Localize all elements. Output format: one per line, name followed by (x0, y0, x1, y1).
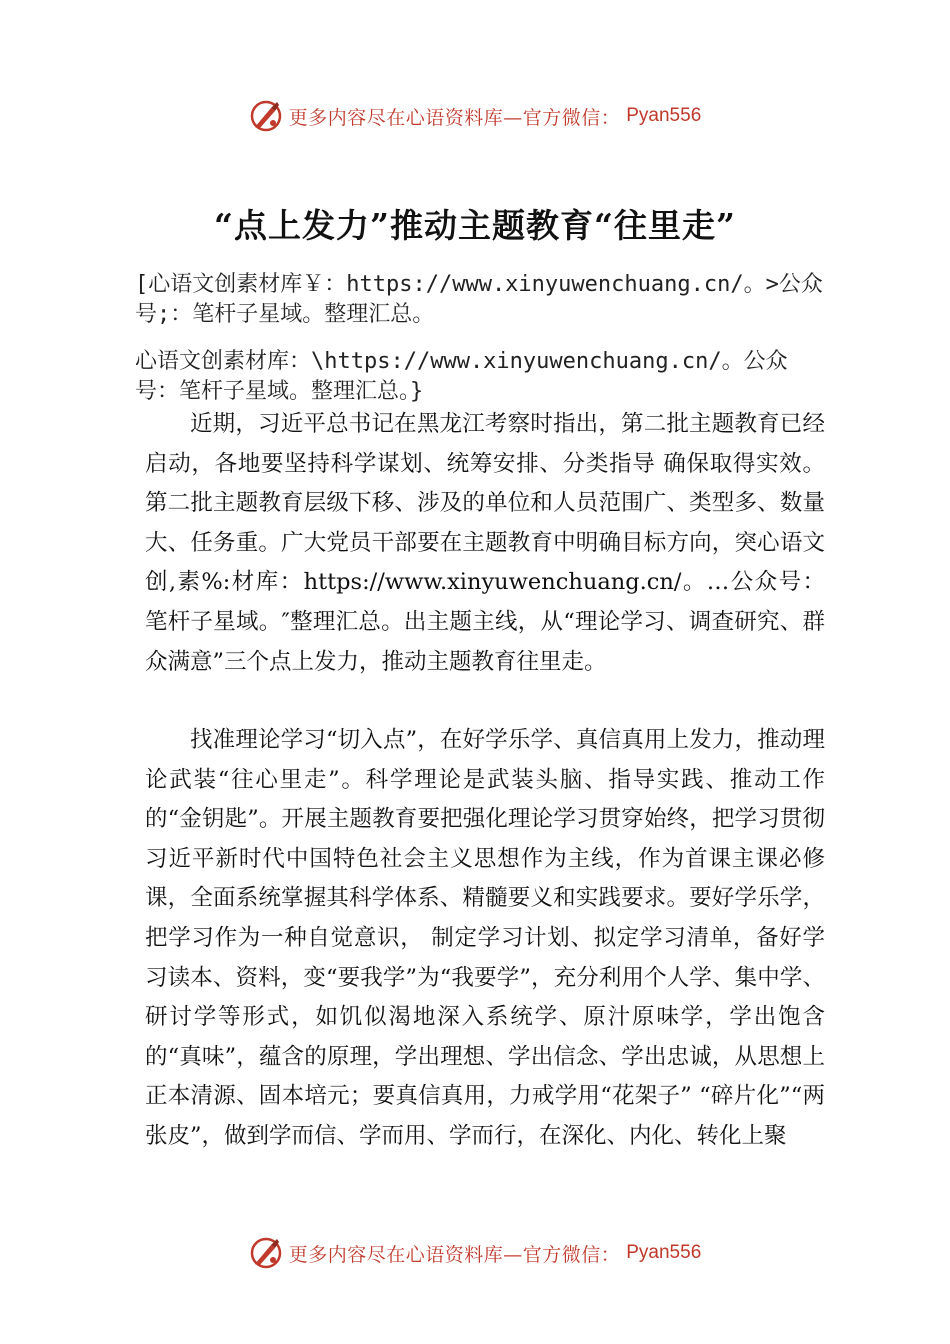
document-title: “点上发力”推动主题教育“往里走” (214, 206, 736, 245)
body-paragraph: 找准理论学习“切入点”，在好学乐学、真信真用上发力，推动理论武装“往心里走”。科学理论是武装头脑、指导实践、推动工作的“金钥匙”。开展主题教育要把强化理论学习贯穿始终，把学习贯彻习近平新时代中国特色社会主义思想作为主线，作为首课主课必修课，全面系统掌握其科学体系、精髓要义和实践要求。要好学乐学，把学习作为一种自觉意识， 制定学习计划、拟定学习清单，备好学习读本、资料，变“要我学”为“我要学”，充分利用个人学、集中学、研讨学等形式，如饥似渴地深入系统学、原汁原味学，学出饱含的“真味”，蕴含的原理，学出理想、学出信念、学出忠诚，从思想上正本清源、固本培元；要真信真用，力戒学用“花架子” “碎片化”“两张皮”，做到学而信、学而用、学而行，在深化、内化、转化上聚 (145, 727, 825, 1149)
watermark-wechat-id: Pyan556 (626, 105, 702, 126)
body-paragraph: 近期，习近平总书记在黑龙江考察时指出，第二批主题教育已经启动，各地要坚持科学谋划、统筹安排、分类指导 确保取得实效。第二批主题教育层级下移、涉及的单位和人员范围广、类型多、数量大、任务重。广大党员干部要在主题教育中明确目标方向，突心语文创,素%:材库：https://www.xinyuwenchuang.cn/。…公众号：笔杆子星域。″整理汇总。出主题主线，从“理论学习、调查研究、群众满意”三个点上发力，推动主题教育往里走。 (145, 411, 825, 675)
source-note: [心语文创素材库￥：https://www.xinyuwenchuang.cn/。>公众号;：笔杆子星域。整理汇总。 (135, 272, 823, 327)
quill-pen-circle-icon (249, 99, 283, 133)
header-watermark (0, 96, 950, 136)
watermark-wechat-id: Pyan556 (626, 1242, 702, 1263)
quill-pen-circle-icon (249, 1236, 283, 1270)
watermark-text: 更多内容尽在心语资料库—官方微信： (288, 1243, 621, 1266)
watermark-text: 更多内容尽在心语资料库—官方微信： (288, 106, 621, 129)
source-note: 心语文创素材库：\https://www.xinyuwenchuang.cn/。公众号：笔杆子星域。整理汇总。} (135, 349, 788, 404)
footer-watermark (0, 1233, 950, 1273)
